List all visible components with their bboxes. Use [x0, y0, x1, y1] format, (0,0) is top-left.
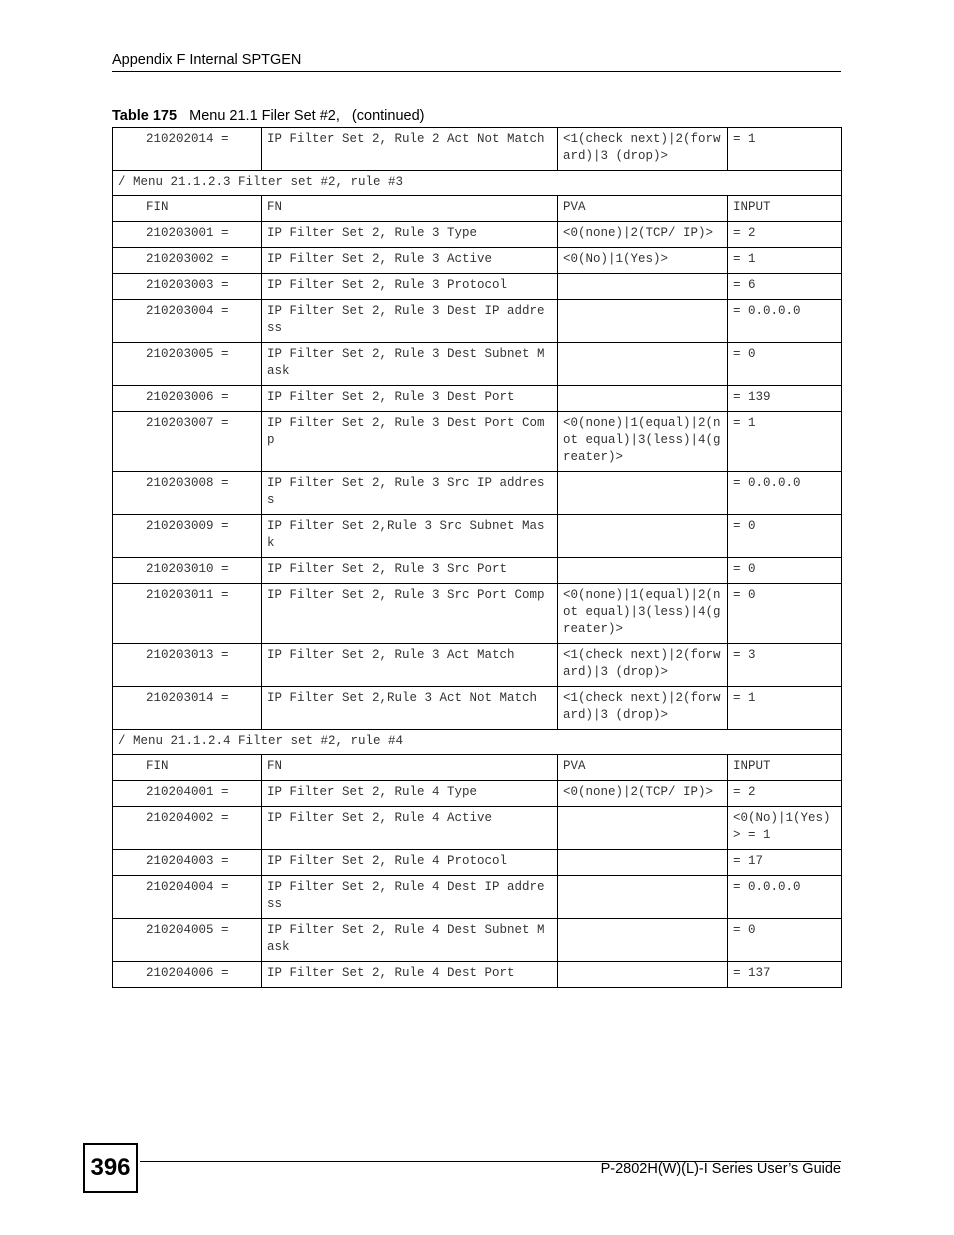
- cell-fn: IP Filter Set 2, Rule 3 Active: [262, 248, 558, 274]
- table-row: [113, 386, 842, 412]
- section-title: / Menu 21.1.2.4 Filter set #2, rule #4: [113, 730, 842, 755]
- cell-input: = 137: [728, 962, 842, 988]
- cell-pva: [558, 919, 728, 962]
- cell-fin: 210203008 =: [113, 472, 262, 515]
- cell-fin: 210203002 =: [113, 248, 262, 274]
- header-cell-input: INPUT: [728, 196, 842, 222]
- cell-pva: [558, 876, 728, 919]
- guide-title: P-2802H(W)(L)-I Series User’s Guide: [600, 1161, 841, 1177]
- cell-input: = 1: [728, 687, 842, 730]
- cell-pva: <0(none)|1(equal)|2(not equal)|3(less)|4(greater)>: [558, 584, 728, 644]
- cell-input: = 1: [728, 128, 842, 171]
- cell-input: = 0: [728, 558, 842, 584]
- table-row: [113, 850, 842, 876]
- cell-fin: 210204002 =: [113, 807, 262, 850]
- table-row: [113, 222, 842, 248]
- cell-pva: [558, 472, 728, 515]
- table-row: [113, 584, 842, 644]
- cell-pva: [558, 962, 728, 988]
- cell-fin: 210203009 =: [113, 515, 262, 558]
- column-header-row: [113, 755, 842, 781]
- cell-input: = 0: [728, 919, 842, 962]
- table-caption: [112, 108, 424, 124]
- table-row: [113, 807, 842, 850]
- table-row: [113, 472, 842, 515]
- cell-fn: IP Filter Set 2, Rule 3 Type: [262, 222, 558, 248]
- cell-pva: <1(check next)|2(forward)|3 (drop)>: [558, 644, 728, 687]
- cell-input: = 0: [728, 515, 842, 558]
- cell-input: = 3: [728, 644, 842, 687]
- table-row: [113, 644, 842, 687]
- cell-pva: [558, 300, 728, 343]
- table-row: [113, 248, 842, 274]
- cell-input: = 17: [728, 850, 842, 876]
- cell-fn: IP Filter Set 2, Rule 4 Protocol: [262, 850, 558, 876]
- table-row: [113, 128, 842, 171]
- cell-fn: IP Filter Set 2, Rule 3 Dest Subnet Mask: [262, 343, 558, 386]
- cell-pva: [558, 386, 728, 412]
- cell-input: = 0: [728, 343, 842, 386]
- cell-fin: 210203011 =: [113, 584, 262, 644]
- cell-input: = 139: [728, 386, 842, 412]
- cell-pva: <0(none)|2(TCP/ IP)>: [558, 781, 728, 807]
- header-cell-pva: PVA: [558, 755, 728, 781]
- cell-input: = 6: [728, 274, 842, 300]
- section-row: [113, 730, 842, 755]
- cell-fin: 210203007 =: [113, 412, 262, 472]
- section-row: [113, 171, 842, 196]
- cell-fin: 210203004 =: [113, 300, 262, 343]
- cell-fn: IP Filter Set 2, Rule 4 Type: [262, 781, 558, 807]
- sptgen-table-body: [113, 128, 842, 988]
- table-row: [113, 919, 842, 962]
- table-row: [113, 962, 842, 988]
- cell-fin: 210203001 =: [113, 222, 262, 248]
- cell-fn: IP Filter Set 2, Rule 3 Act Match: [262, 644, 558, 687]
- cell-fin: 210204004 =: [113, 876, 262, 919]
- header-cell-fin: FIN: [113, 196, 262, 222]
- table-row: [113, 300, 842, 343]
- table-caption-label: Table 175: [112, 108, 178, 124]
- cell-fin: 210203013 =: [113, 644, 262, 687]
- cell-pva: [558, 807, 728, 850]
- table-row: [113, 515, 842, 558]
- cell-fin: 210204001 =: [113, 781, 262, 807]
- cell-fn: IP Filter Set 2, Rule 2 Act Not Match: [262, 128, 558, 171]
- cell-fn: IP Filter Set 2, Rule 4 Dest IP address: [262, 876, 558, 919]
- page-number: 396: [83, 1143, 138, 1193]
- cell-input: = 0.0.0.0: [728, 876, 842, 919]
- cell-input: = 0: [728, 584, 842, 644]
- cell-fn: IP Filter Set 2, Rule 4 Active: [262, 807, 558, 850]
- cell-pva: [558, 515, 728, 558]
- cell-pva: <1(check next)|2(forward)|3 (drop)>: [558, 687, 728, 730]
- cell-fn: IP Filter Set 2, Rule 3 Src Port: [262, 558, 558, 584]
- running-header: Appendix F Internal SPTGEN: [112, 52, 302, 68]
- cell-input: = 1: [728, 412, 842, 472]
- cell-pva: <0(No)|1(Yes)>: [558, 248, 728, 274]
- cell-fin: 210204003 =: [113, 850, 262, 876]
- cell-input: = 2: [728, 781, 842, 807]
- cell-input: = 1: [728, 248, 842, 274]
- header-cell-pva: PVA: [558, 196, 728, 222]
- cell-fn: IP Filter Set 2,Rule 3 Act Not Match: [262, 687, 558, 730]
- cell-pva: [558, 558, 728, 584]
- header-cell-fin: FIN: [113, 755, 262, 781]
- section-title: / Menu 21.1.2.3 Filter set #2, rule #3: [113, 171, 842, 196]
- cell-fin: 210203014 =: [113, 687, 262, 730]
- cell-fn: IP Filter Set 2, Rule 4 Dest Port: [262, 962, 558, 988]
- cell-fn: IP Filter Set 2, Rule 3 Dest Port: [262, 386, 558, 412]
- table-caption-text: Menu 21.1 Filer Set #2, (continued): [189, 108, 425, 124]
- table-row: [113, 687, 842, 730]
- cell-fn: IP Filter Set 2, Rule 3 Src IP address: [262, 472, 558, 515]
- table-row: [113, 876, 842, 919]
- cell-input: = 0.0.0.0: [728, 472, 842, 515]
- cell-pva: <1(check next)|2(forward)|3 (drop)>: [558, 128, 728, 171]
- cell-input: <0(No)|1(Yes)> = 1: [728, 807, 842, 850]
- cell-input: = 2: [728, 222, 842, 248]
- cell-fn: IP Filter Set 2, Rule 3 Protocol: [262, 274, 558, 300]
- cell-fin: 210202014 =: [113, 128, 262, 171]
- cell-fn: IP Filter Set 2,Rule 3 Src Subnet Mask: [262, 515, 558, 558]
- header-cell-fn: FN: [262, 196, 558, 222]
- column-header-row: [113, 196, 842, 222]
- cell-fn: IP Filter Set 2, Rule 4 Dest Subnet Mask: [262, 919, 558, 962]
- table-row: [113, 558, 842, 584]
- cell-pva: [558, 274, 728, 300]
- cell-pva: [558, 850, 728, 876]
- table-row: [113, 343, 842, 386]
- cell-fn: IP Filter Set 2, Rule 3 Src Port Comp: [262, 584, 558, 644]
- header-cell-fn: FN: [262, 755, 558, 781]
- table-row: [113, 274, 842, 300]
- cell-fn: IP Filter Set 2, Rule 3 Dest IP address: [262, 300, 558, 343]
- table-row: [113, 781, 842, 807]
- header-cell-input: INPUT: [728, 755, 842, 781]
- table-row: [113, 412, 842, 472]
- cell-fin: 210203010 =: [113, 558, 262, 584]
- header-divider: [112, 71, 841, 72]
- cell-fn: IP Filter Set 2, Rule 3 Dest Port Comp: [262, 412, 558, 472]
- cell-fin: 210204005 =: [113, 919, 262, 962]
- cell-fin: 210204006 =: [113, 962, 262, 988]
- cell-fin: 210203006 =: [113, 386, 262, 412]
- sptgen-table: [112, 127, 842, 988]
- cell-pva: <0(none)|2(TCP/ IP)>: [558, 222, 728, 248]
- cell-pva: [558, 343, 728, 386]
- cell-fin: 210203005 =: [113, 343, 262, 386]
- cell-input: = 0.0.0.0: [728, 300, 842, 343]
- cell-pva: <0(none)|1(equal)|2(not equal)|3(less)|4(greater)>: [558, 412, 728, 472]
- cell-fin: 210203003 =: [113, 274, 262, 300]
